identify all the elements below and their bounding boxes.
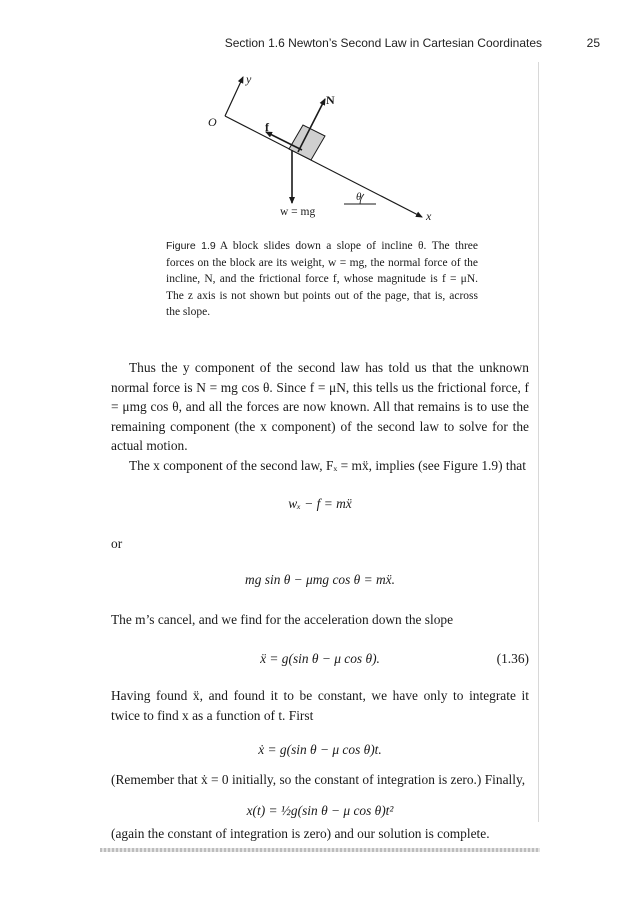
paragraph-cancel: The m’s cancel, and we find for the acceleration down the slope bbox=[111, 612, 454, 627]
origin-label: O bbox=[208, 115, 217, 129]
equation-velocity: ẋ = g(sin θ − μ cos θ)t. bbox=[258, 742, 382, 757]
equation-forces: wₓ − f = mẍ bbox=[288, 496, 352, 511]
figure-label: Figure 1.9 bbox=[166, 240, 216, 252]
equation-number: (1.36) bbox=[496, 651, 529, 666]
equation-position: x(t) = ½g(sin θ − μ cos θ)t² bbox=[246, 803, 394, 818]
normal-force-label: N bbox=[326, 93, 335, 107]
page-number: 25 bbox=[586, 36, 600, 50]
equation-expanded: mg sin θ − μmg cos θ = mẍ. bbox=[245, 572, 395, 587]
bottom-rule bbox=[100, 848, 540, 852]
paragraph-x-component: The x component of the second law, Fₓ = mẍ, implies (see Figure 1.9) that bbox=[129, 458, 526, 473]
figure-caption bbox=[166, 238, 478, 321]
paragraph-initial-condition: (Remember that ẋ = 0 initially, so the constant of integration is zero.) Finally, bbox=[111, 772, 526, 787]
text-or: or bbox=[111, 536, 123, 551]
sliding-block bbox=[289, 125, 325, 160]
y-axis-label: y bbox=[246, 72, 252, 86]
margin-rule bbox=[538, 62, 539, 822]
paragraph-integrate: Having found ẍ, and found it to be constant, we have only to integrate it twice to find x as a function of t. First bbox=[111, 688, 529, 723]
y-axis-line bbox=[225, 77, 243, 116]
paragraph-normal-force: Thus the y component of the second law has told us that the unknown normal force is N = mg cos θ. Since f = μN, this tells us the frictional force, f = μmg cos θ, and all the forces are now known. All that remains is to use the remaining component (the x component) of the second law to solve for the actual motion. bbox=[111, 360, 529, 454]
incline-diagram bbox=[150, 70, 450, 230]
equation-acceleration-body: ẍ = g(sin θ − μ cos θ). bbox=[260, 651, 380, 666]
weight-label: w = mg bbox=[280, 206, 316, 218]
friction-label: f bbox=[265, 120, 269, 134]
running-title: Section 1.6 Newton’s Second Law in Cartesian Coordinates bbox=[224, 36, 542, 50]
paragraph-conclusion: (again the constant of integration is zero) and our solution is complete. bbox=[111, 826, 490, 841]
incline-line bbox=[225, 116, 422, 217]
x-axis-label: x bbox=[426, 209, 432, 223]
caption-text: A block slides down a slope of incline θ. The three forces on the block are its weight, w = mg, the normal force of the incline, N, and the frictional force f, whose magnitude is f = μN. The z axis is not shown but points out of the page, that is, across the slope. bbox=[166, 240, 478, 319]
equation-acceleration bbox=[111, 651, 529, 667]
angle-label: θ bbox=[356, 191, 362, 203]
